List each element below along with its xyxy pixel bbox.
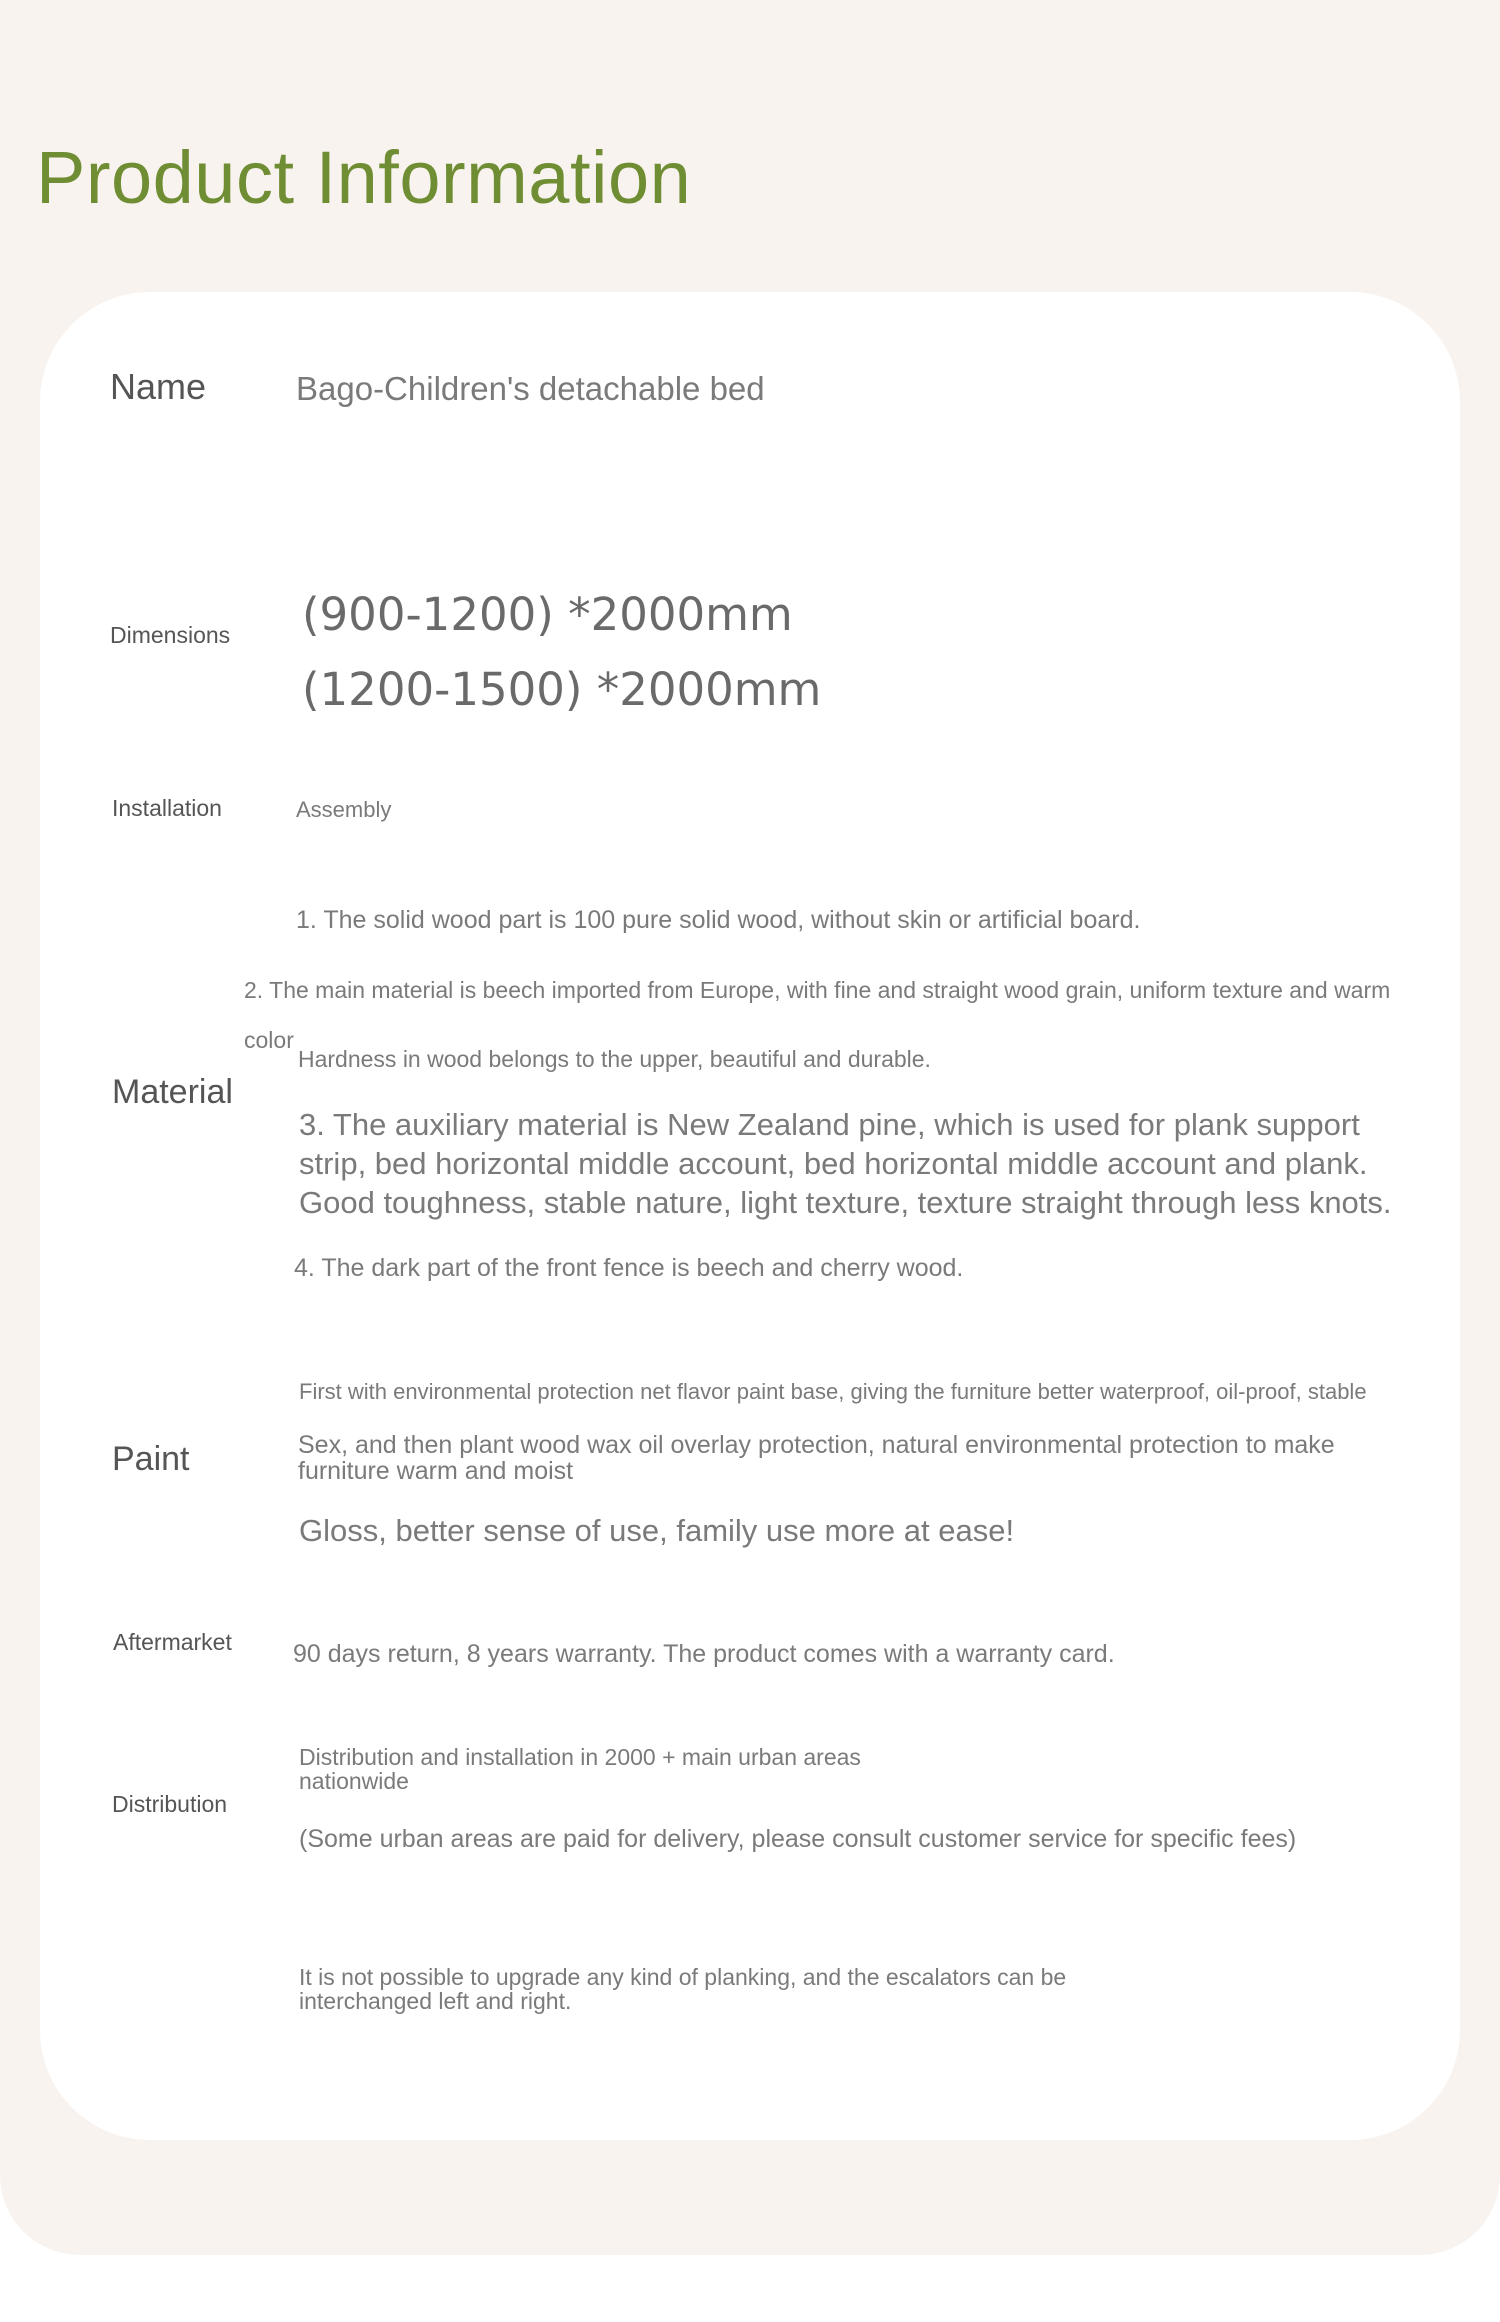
aftermarket-label: Aftermarket <box>113 1629 232 1655</box>
distribution-line-1: Distribution and installation in 2000 + main urban areas nationwide <box>299 1744 861 1794</box>
installation-value: Assembly <box>296 797 392 822</box>
material-line-2-cont: color <box>244 1027 294 1053</box>
material-line-2: 2. The main material is beech imported from Europe, with fine and straight wood grain, uniform texture and warm <box>244 977 1391 1003</box>
paint-line-1: First with environmental protection net flavor paint base, giving the furniture better waterproof, oil-proof, stable <box>299 1379 1367 1404</box>
dimensions-value-1: (900-1200) *2000mm <box>302 588 793 641</box>
page-title: Product Information <box>36 136 692 219</box>
paint-line-2: Sex, and then plant wood wax oil overlay protection, natural environmental protection to make furniture warm and moist <box>298 1431 1335 1485</box>
material-label: Material <box>112 1073 233 1111</box>
paint-line-3: Gloss, better sense of use, family use more at ease! <box>299 1513 1015 1548</box>
material-line-1: 1. The solid wood part is 100 pure solid wood, without skin or artificial board. <box>296 906 1141 934</box>
distribution-label: Distribution <box>112 1791 228 1817</box>
material-line-3: Hardness in wood belongs to the upper, beautiful and durable. <box>298 1046 931 1072</box>
name-value: Bago-Children's detachable bed <box>296 370 765 407</box>
material-line-4: 3. The auxiliary material is New Zealand pine, which is used for plank support strip, bed horizontal middle account, bed horizontal middle account and plank. Good toughness, stable nature, light texture, texture straight through less knots. <box>299 1107 1392 1220</box>
distribution-line-2: (Some urban areas are paid for delivery, please consult customer service for specific fees) <box>299 1825 1297 1853</box>
dimensions-label: Dimensions <box>110 622 231 648</box>
name-label: Name <box>110 366 207 407</box>
paint-label: Paint <box>112 1440 190 1478</box>
note-value: It is not possible to upgrade any kind of planking, and the escalators can be interchanged left and right. <box>299 1964 1067 2014</box>
installation-label: Installation <box>112 795 222 821</box>
aftermarket-value: 90 days return, 8 years warranty. The product comes with a warranty card. <box>293 1640 1115 1668</box>
material-line-5: 4. The dark part of the front fence is beech and cherry wood. <box>294 1254 964 1282</box>
dimensions-value-2: (1200-1500) *2000mm <box>302 663 822 716</box>
